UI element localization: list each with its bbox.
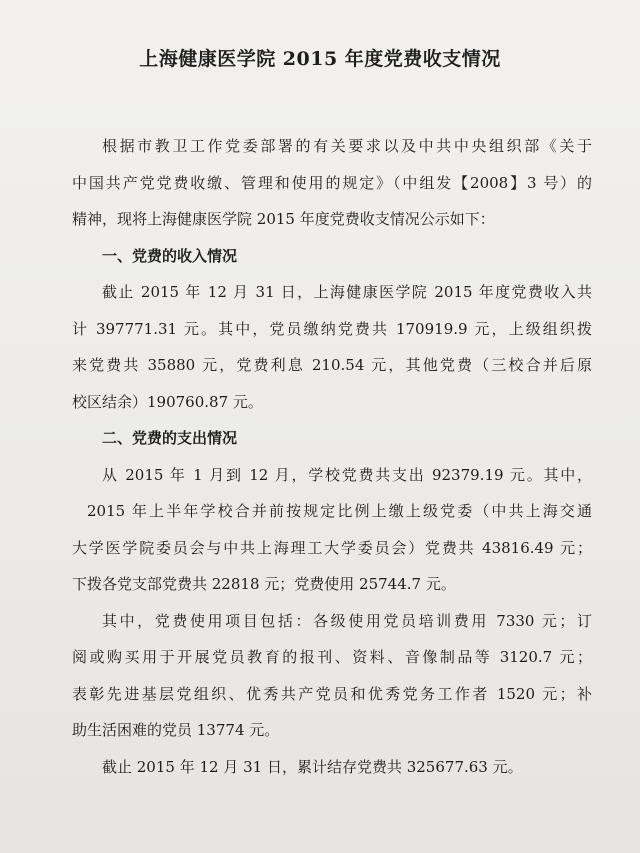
expense-line-4: 下拨各党支部党费共 22818 元；党费使用 25744.7 元。 — [72, 575, 456, 593]
expense-paragraph — [72, 457, 592, 603]
expense-line-3: 大学医学院委员会与中共上海理工大学委员会）党费共 43816.49 元； — [72, 538, 592, 557]
income-line-3: 来党费共 35880 元，党费利息 210.54 元，其他党费（三校合并后原 — [72, 356, 592, 374]
usage-line-4: 助生活困难的党员 13774 元。 — [72, 721, 280, 739]
usage-line-2: 阅或购买用于开展党员教育的报刊、资料、音像制品等 3120.7 元； — [72, 648, 592, 666]
income-line-4: 校区结余）190760.87 元。 — [72, 392, 263, 411]
usage-line-1: 其中，党费使用项目包括：各级使用党员培训费用 7330 元；订 — [102, 611, 592, 630]
page-title: 上海健康医学院 2015 年度党费收支情况 — [139, 48, 501, 70]
income-line-2: 计 397771.31 元。其中，党员缴纳党费共 170919.9 元，上级组织拨 — [72, 319, 592, 338]
intro-line-2: 中国共产党党费收缴、管理和使用的规定》（中组发【2008】3 号）的 — [72, 173, 592, 192]
income-paragraph — [72, 274, 592, 420]
income-line-1: 截止 2015 年 12 月 31 日，上海健康医学院 2015 年度党费收入共 — [102, 283, 592, 301]
expense-line-2: 2015 年上半年学校合并前按规定比例上缴上级党委（中共上海交通 — [87, 502, 592, 520]
section-heading-expense: 二、党费的支出情况 — [102, 429, 238, 447]
intro-line-1: 根据市教卫工作党委部署的有关要求以及中共中央组织部《关于 — [102, 137, 592, 155]
balance-paragraph: 截止 2015 年 12 月 31 日，累计结存党费共 325677.63 元。 — [102, 757, 523, 776]
usage-line-3: 表彰先进基层党组织、优秀共产党员和优秀党务工作者 1520 元；补 — [72, 684, 592, 703]
section-heading-income: 一、党费的收入情况 — [102, 246, 238, 265]
document-body — [72, 128, 592, 785]
intro-line-3: 精神，现将上海健康医学院 2015 年度党费收支情况公示如下： — [72, 210, 495, 228]
expense-line-1: 从 2015 年 1 月到 12 月，学校党费共支出 92379.19 元。其中， — [102, 465, 592, 484]
usage-paragraph — [72, 603, 592, 749]
intro-paragraph — [72, 128, 592, 238]
